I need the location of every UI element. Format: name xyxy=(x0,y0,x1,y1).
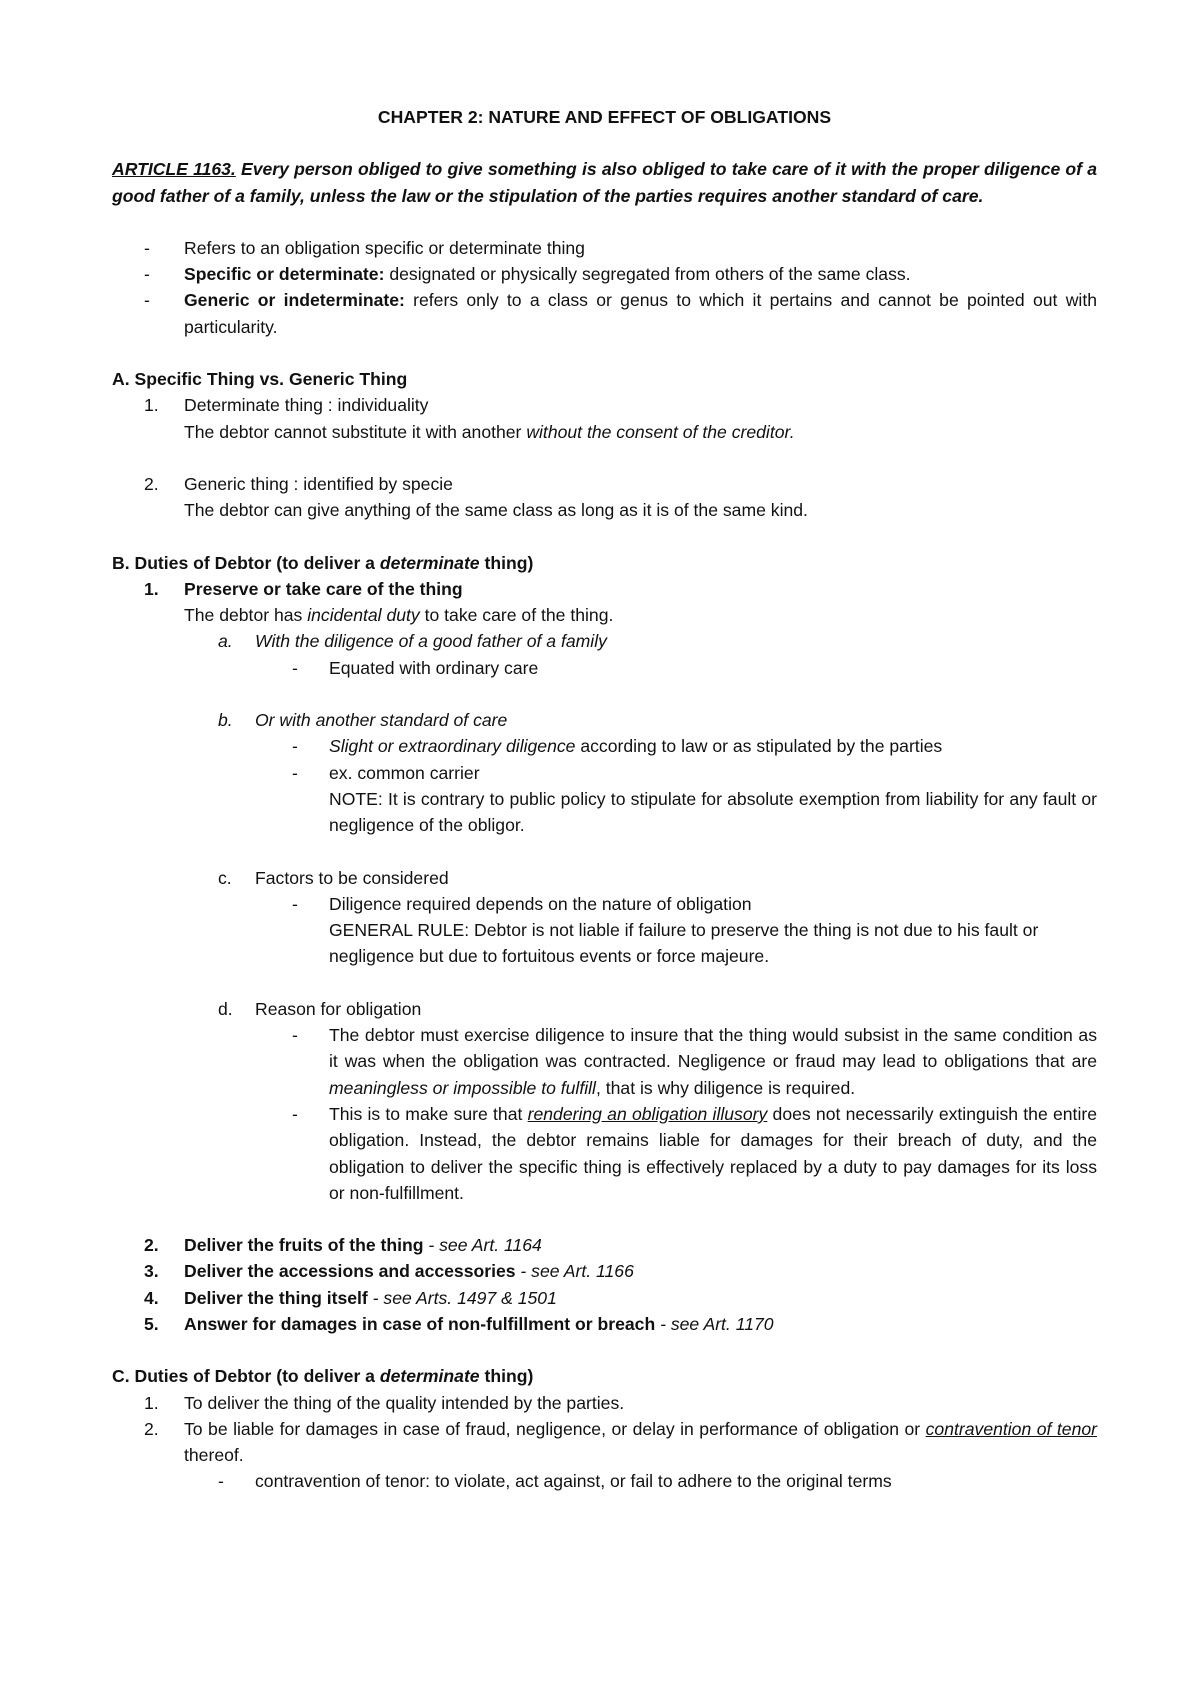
term-label: Generic or indeterminate: xyxy=(184,290,405,311)
dash-marker: - xyxy=(144,290,150,311)
article-label: ARTICLE 1163. xyxy=(112,159,236,180)
list-item: 5. Answer for damages in case of non-fulfillment or breach - see Art. 1170 xyxy=(112,1311,1097,1337)
bullet-text: ex. common carrier xyxy=(329,762,480,783)
article-text: Every person obliged to give something is also obliged to take care of it with the proper diligence of a good father of a family, unless the law or the stipulation of the parties requires another standard of care. xyxy=(112,159,1098,206)
chapter-title: CHAPTER 2: NATURE AND EFFECT OF OBLIGATIONS xyxy=(377,107,832,127)
list-item xyxy=(112,392,1097,418)
document-body xyxy=(112,104,1097,1495)
item-title: Reason for obligation xyxy=(255,998,422,1019)
bullet-text: contravention of tenor: to violate, act against, or fail to adhere to the original terms xyxy=(255,1471,892,1492)
list-item xyxy=(112,760,1097,786)
item-text: The debtor can give anything of the same class as long as it is of the same kind. xyxy=(184,500,808,521)
item-title: With the diligence of a good father of a family xyxy=(255,631,607,652)
dash-marker: - xyxy=(292,762,298,783)
list-item: 3. Deliver the accessions and accessories - see Art. 1166 xyxy=(112,1258,1097,1284)
dash-marker: - xyxy=(292,893,298,914)
bullet-text: Equated with ordinary care xyxy=(329,657,539,678)
section-a-heading: A. Specific Thing vs. Generic Thing xyxy=(112,369,408,390)
dash-marker: - xyxy=(292,657,298,678)
number-marker: 1. xyxy=(144,1392,159,1413)
list-item xyxy=(112,1390,1097,1416)
number-marker: 2. xyxy=(144,1235,159,1256)
article-1163 xyxy=(112,156,1097,209)
list-item xyxy=(112,1468,1097,1494)
list-item xyxy=(112,996,1097,1022)
list-item xyxy=(112,655,1097,681)
term-text: refers only to a class or genus to which it pertains and cannot be pointed out with particularity. xyxy=(184,290,1097,337)
list-item xyxy=(112,865,1097,891)
dash-marker: - xyxy=(144,264,150,285)
item-text: The debtor cannot substitute it with another without the consent of the creditor. xyxy=(184,421,795,442)
dash-marker: - xyxy=(144,237,150,258)
number-marker: 2. xyxy=(144,1418,159,1439)
list-item xyxy=(112,628,1097,654)
list-item: 4. Deliver the thing itself - see Arts. 1497 & 1501 xyxy=(112,1285,1097,1311)
dash-marker: - xyxy=(292,1103,298,1124)
letter-marker: a. xyxy=(218,631,233,652)
number-marker: 3. xyxy=(144,1261,159,1282)
number-marker: 2. xyxy=(144,473,159,494)
section-c-heading: C. Duties of Debtor (to deliver a determinate thing) xyxy=(112,1366,534,1387)
list-item: 2. Deliver the fruits of the thing - see Art. 1164 xyxy=(112,1232,1097,1258)
list-item xyxy=(112,261,1097,287)
note-text: NOTE: It is contrary to public policy to stipulate for absolute exemption from liability for any fault or negligence of the obligor. xyxy=(329,788,1097,836)
number-marker: 1. xyxy=(144,395,159,416)
list-item: - Slight or extraordinary diligence according to law or as stipulated by the parties xyxy=(112,733,1097,759)
item-title: Generic thing : identified by specie xyxy=(184,473,453,494)
list-item xyxy=(112,471,1097,497)
rule-text: GENERAL RULE: Debtor is not liable if failure to preserve the thing is not due to his fault or negligence but due to fortuitous events or force majeure. xyxy=(329,920,1039,967)
list-item: 2. To be liable for damages in case of fraud, negligence, or delay in performance of obligation or contravention of tenor thereof. xyxy=(112,1416,1097,1469)
letter-marker: c. xyxy=(218,867,232,888)
bullet-text: Refers to an obligation specific or determinate thing xyxy=(184,237,585,258)
list-item xyxy=(112,891,1097,917)
item-title: Preserve or take care of the thing xyxy=(184,578,463,599)
number-marker: 5. xyxy=(144,1313,159,1334)
dash-marker: - xyxy=(292,736,298,757)
letter-marker: b. xyxy=(218,710,233,731)
number-marker: 1. xyxy=(144,578,159,599)
term-label: Specific or determinate: xyxy=(184,264,385,285)
dash-marker: - xyxy=(218,1471,224,1492)
item-text: The debtor has incidental duty to take care of the thing. xyxy=(184,605,614,626)
list-item xyxy=(112,576,1097,602)
bullet-text: Diligence required depends on the nature of obligation xyxy=(329,893,752,914)
list-item xyxy=(112,707,1097,733)
item-title: Factors to be considered xyxy=(255,867,449,888)
letter-marker: d. xyxy=(218,998,233,1019)
number-marker: 4. xyxy=(144,1287,159,1308)
list-item: - The debtor must exercise diligence to insure that the thing would subsist in the same condition as it was when the obligation was contracted. Negligence or fraud may lead to obligations that are meaningless or impossible to fulfill, that is why diligence is required. xyxy=(112,1022,1097,1101)
dash-marker: - xyxy=(292,1025,298,1046)
list-item xyxy=(112,287,1097,340)
list-item: - This is to make sure that rendering an obligation illusory does not necessarily extinguish the entire obligation. Instead, the debtor remains liable for damages for their breach of duty, and the obligation to deliver the specific thing is effectively replaced by a duty to pay damages for its loss or non-fulfillment. xyxy=(112,1101,1097,1206)
item-title: Determinate thing : individuality xyxy=(184,395,429,416)
item-text: To deliver the thing of the quality intended by the parties. xyxy=(184,1392,625,1413)
list-item xyxy=(112,235,1097,261)
section-b-heading: B. Duties of Debtor (to deliver a determinate thing) xyxy=(112,552,534,573)
item-title: Or with another standard of care xyxy=(255,710,508,731)
term-text: designated or physically segregated from others of the same class. xyxy=(384,264,911,285)
